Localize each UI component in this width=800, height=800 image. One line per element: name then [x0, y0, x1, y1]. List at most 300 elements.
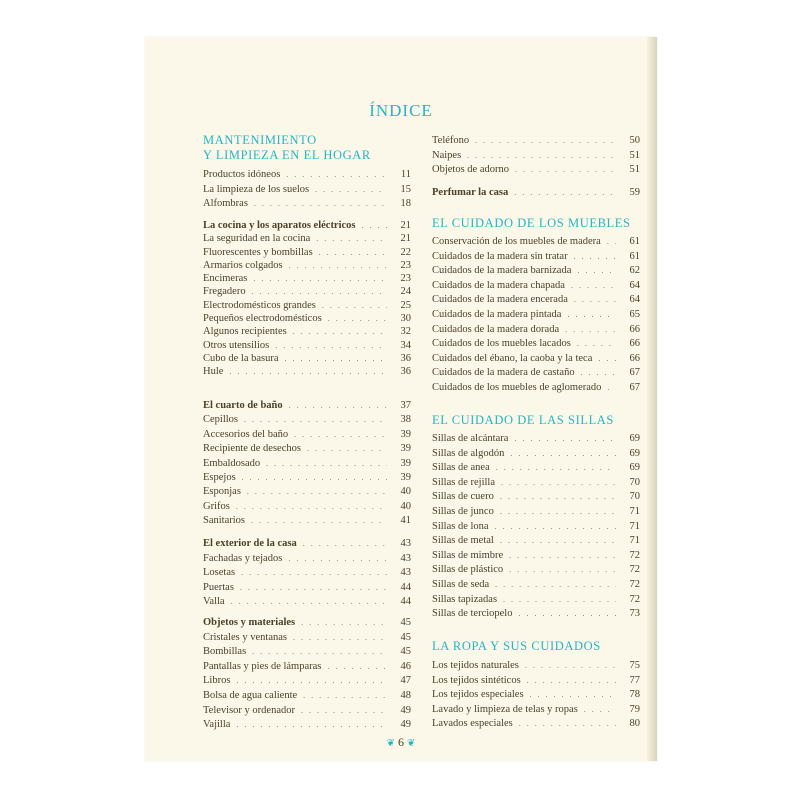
toc-entry [203, 429, 411, 443]
toc-entry-title: Cristales y ventanas [203, 631, 287, 643]
toc-entry [203, 596, 411, 611]
dot-leader [577, 266, 616, 275]
toc-entry [203, 501, 411, 515]
toc-entry-page: 49 [400, 719, 411, 731]
toc-entry [203, 326, 411, 339]
toc-entry [432, 564, 640, 579]
toc-entry [203, 400, 411, 414]
dot-leader [240, 583, 387, 592]
toc-entry-title: Sillas de rejilla [432, 476, 495, 488]
toc-entry-page: 36 [400, 366, 411, 378]
toc-entry-page: 59 [629, 187, 640, 198]
section-heading: EL CUIDADO DE LOS MUEBLES [432, 216, 631, 230]
toc-entry-page: 18 [400, 198, 411, 209]
toc-entry-title: Sillas de junco [432, 505, 494, 517]
toc-entry-title: Embaldosado [203, 457, 261, 469]
dot-leader [509, 565, 616, 574]
toc-entry-page: 47 [400, 675, 411, 687]
toc-entry-page: 39 [400, 443, 411, 455]
toc-entry [203, 567, 411, 582]
dot-leader [301, 706, 387, 715]
dot-leader [500, 507, 616, 516]
toc-group [432, 216, 640, 397]
toc-entry [203, 313, 411, 326]
toc-entry-page: 45 [400, 631, 411, 643]
dot-leader [527, 676, 616, 685]
toc-entry-page: 44 [400, 596, 411, 608]
toc-entry-title: Sillas de metal [432, 535, 494, 547]
dot-leader [598, 354, 616, 363]
toc-entry-title: Fregadero [203, 286, 246, 298]
toc-entry-page: 71 [629, 535, 640, 547]
dot-leader [567, 310, 616, 319]
toc-entry [432, 718, 640, 733]
dot-leader [251, 516, 387, 525]
dot-leader [294, 430, 387, 439]
book-page [145, 37, 657, 761]
toc-entry-title: Alfombras [203, 198, 248, 209]
dot-leader [316, 234, 387, 243]
dot-leader [252, 647, 387, 656]
toc-entry [203, 553, 411, 568]
toc-entry [203, 184, 411, 199]
toc-entry-page: 64 [629, 294, 640, 306]
toc-entry-page: 70 [629, 491, 640, 503]
page-number [145, 735, 657, 750]
toc-entry-title: La limpieza de los suelos [203, 183, 310, 195]
dot-leader [307, 444, 387, 453]
dot-leader [495, 580, 616, 589]
dot-leader [496, 463, 616, 472]
toc-entry [203, 169, 411, 184]
dot-leader [252, 287, 387, 296]
toc-entry [432, 660, 640, 675]
section-heading-line: Y LIMPIEZA EN EL HOGAR [203, 148, 371, 162]
toc-entry-page: 39 [400, 457, 411, 469]
toc-entry [432, 353, 640, 368]
toc-entry [432, 579, 640, 594]
toc-entry-title: Valla [203, 596, 225, 608]
toc-entry-title: Bolsa de agua caliente [203, 689, 298, 701]
toc-entry-title: Sillas de seda [432, 578, 490, 590]
toc-entry-page: 80 [629, 718, 640, 730]
toc-entry-title: Sillas de anea [432, 462, 490, 474]
ornament-icon: ❦ [386, 738, 395, 749]
toc-entry-title: Lavados especiales [432, 718, 513, 730]
toc-entry [203, 719, 411, 734]
dot-leader [289, 401, 387, 410]
toc-entry [203, 414, 411, 428]
toc-entry [203, 443, 411, 457]
toc-entry-page: 44 [400, 581, 411, 593]
toc-entry-title: Productos idóneos [203, 169, 281, 180]
toc-group [203, 169, 411, 213]
toc-entry-page: 79 [629, 703, 640, 715]
dot-leader [247, 487, 387, 496]
dot-leader [577, 339, 616, 348]
toc-entry [203, 646, 411, 661]
toc-group [203, 538, 411, 611]
dot-leader [322, 301, 387, 310]
toc-entry [203, 458, 411, 472]
toc-entry-page: 49 [400, 704, 411, 716]
toc-entry-page: 41 [400, 515, 411, 527]
toc-entry [432, 367, 640, 382]
toc-entry-title: Cuidados de la madera barnizada [432, 265, 572, 277]
toc-entry [203, 300, 411, 313]
toc-entry-title: Sillas de algodón [432, 447, 505, 459]
toc-entry [432, 324, 640, 339]
toc-entry-title: Los tejidos sintéticos [432, 674, 521, 686]
toc-entry-title: Algunos recipientes [203, 326, 287, 338]
toc-entry-title: Cuidados de la madera sin tratar [432, 250, 568, 262]
toc-entry-page: 61 [629, 250, 640, 262]
toc-entry [203, 486, 411, 500]
toc-entry-title: Sillas de cuero [432, 491, 494, 503]
dot-leader [607, 383, 616, 392]
toc-entry-title: Losetas [203, 567, 236, 579]
toc-group [432, 639, 640, 733]
dot-leader [509, 551, 616, 560]
toc-entry-title: Cuidados del ébano, la caoba y la teca [432, 352, 593, 364]
dot-leader [327, 662, 387, 671]
toc-entry-page: 61 [629, 236, 640, 247]
toc-entry-title: Sillas de lona [432, 520, 489, 532]
toc-entry-page: 40 [400, 500, 411, 512]
toc-entry-page: 71 [629, 505, 640, 517]
dot-leader [500, 536, 616, 545]
toc-entry-title: Perfumar la casa [432, 187, 509, 198]
dot-leader [475, 136, 616, 145]
dot-leader [584, 705, 616, 714]
toc-entry-page: 71 [629, 520, 640, 532]
toc-group [203, 220, 411, 380]
toc-entry-page: 72 [629, 593, 640, 605]
toc-entry [203, 286, 411, 299]
dot-leader [519, 719, 616, 728]
toc-entry-page: 40 [400, 486, 411, 498]
toc-entry [203, 690, 411, 705]
toc-entry-page: 39 [400, 471, 411, 483]
dot-leader [565, 325, 616, 334]
toc-entry [432, 689, 640, 704]
toc-entry [203, 198, 411, 213]
toc-entry [432, 164, 640, 179]
dot-leader [285, 354, 387, 363]
dot-leader [236, 720, 387, 729]
toc-entry-title: Los tejidos especiales [432, 689, 524, 701]
toc-entry [203, 366, 411, 379]
dot-leader [293, 327, 387, 336]
page-spine-shadow [647, 37, 657, 761]
toc-group [432, 187, 640, 202]
dot-leader [254, 199, 387, 208]
toc-entry [203, 632, 411, 647]
toc-entry-title: Cubo de la basura [203, 352, 279, 364]
dot-leader [244, 415, 387, 424]
toc-entry-page: 69 [629, 447, 640, 459]
dot-leader [574, 295, 616, 304]
dot-leader [501, 478, 616, 487]
toc-group [203, 617, 411, 734]
toc-entry-page: 23 [400, 259, 411, 271]
toc-entry [432, 594, 640, 609]
toc-entry [203, 472, 411, 486]
toc-entry-page: 77 [629, 674, 640, 686]
dot-leader [236, 502, 387, 511]
dot-leader [293, 633, 387, 642]
toc-entry-page: 21 [400, 233, 411, 245]
toc-entry-page: 51 [629, 149, 640, 161]
section-heading: EL CUIDADO DE LAS SILLAS [432, 413, 614, 427]
toc-entry-page: 78 [629, 689, 640, 701]
toc-entry-title: Accesorios del baño [203, 428, 289, 440]
toc-entry-title: Vajilla [203, 719, 231, 731]
toc-entry-page: 15 [400, 183, 411, 195]
toc-entry-title: Teléfono [432, 135, 470, 146]
dot-leader [231, 597, 387, 606]
toc-entry-title: Pequeños electrodomésticos [203, 313, 322, 325]
ornament-icon: ❦ [407, 738, 416, 749]
dot-leader [286, 170, 387, 179]
toc-entry [432, 251, 640, 266]
toc-entry [203, 582, 411, 597]
dot-leader [503, 595, 616, 604]
toc-entry-title: El cuarto de baño [203, 400, 283, 411]
section-heading-line: MANTENIMIENTO [203, 133, 317, 147]
toc-entry [203, 705, 411, 720]
dot-leader [288, 554, 387, 563]
toc-entry [432, 294, 640, 309]
dot-leader [514, 434, 616, 443]
toc-entry [432, 550, 640, 565]
toc-entry-page: 51 [629, 164, 640, 176]
toc-entry-page: 72 [629, 564, 640, 576]
toc-entry-page: 48 [400, 689, 411, 701]
toc-entry [432, 704, 640, 719]
toc-entry [432, 382, 640, 397]
dot-leader [241, 568, 387, 577]
toc-entry-title: Cepillos [203, 414, 239, 426]
dot-leader [515, 165, 616, 174]
dot-leader [229, 367, 387, 376]
toc-entry-page: 70 [629, 476, 640, 488]
dot-leader [303, 539, 387, 548]
toc-entry [432, 491, 640, 506]
dot-leader [242, 473, 387, 482]
toc-entry [203, 617, 411, 632]
dot-leader [319, 248, 387, 257]
toc-entry-title: Libros [203, 675, 231, 687]
toc-entry-page: 45 [400, 646, 411, 658]
page-title: ÍNDICE [369, 101, 433, 120]
toc-entry [203, 247, 411, 260]
toc-entry-page: 46 [400, 660, 411, 672]
toc-entry-title: Esponjas [203, 486, 241, 498]
toc-entry-page: 43 [400, 538, 411, 549]
toc-entry-page: 11 [400, 169, 411, 180]
toc-entry-title: El exterior de la casa [203, 538, 297, 549]
toc-entry-title: Espejos [203, 471, 236, 483]
toc-entry-title: Objetos de adorno [432, 164, 509, 176]
toc-entry-page: 64 [629, 279, 640, 291]
toc-entry [432, 150, 640, 165]
toc-entry-page: 65 [629, 308, 640, 320]
toc-entry-title: Cuidados de la madera pintada [432, 308, 562, 320]
dot-leader [571, 281, 616, 290]
toc-entry [432, 309, 640, 324]
toc-entry [432, 462, 640, 477]
toc-entry [432, 535, 640, 550]
toc-entry-title: Conservación de los muebles de madera [432, 236, 601, 247]
dot-leader [607, 237, 616, 246]
dot-leader [236, 676, 387, 685]
dot-leader [303, 691, 387, 700]
toc-entry-page: 66 [629, 338, 640, 350]
toc-entry-page: 23 [400, 273, 411, 285]
toc-entry-page: 73 [629, 608, 640, 620]
toc-entry-title: Lavado y limpieza de telas y ropas [432, 703, 578, 715]
toc-entry-title: Cuidados de la madera chapada [432, 279, 565, 291]
toc-entry-page: 43 [400, 552, 411, 564]
toc-entry [203, 538, 411, 553]
toc-entry [432, 236, 640, 251]
dot-leader [500, 492, 616, 501]
section-heading-mantenimiento [203, 133, 411, 163]
toc-entry-title: Cuidados de la madera dorada [432, 323, 560, 335]
dot-leader [495, 522, 616, 531]
toc-entry-page: 30 [400, 313, 411, 325]
dot-leader [525, 661, 616, 670]
toc-entry [432, 338, 640, 353]
toc-entry-page: 66 [629, 352, 640, 364]
toc-entry-title: Sillas de plástico [432, 564, 504, 576]
dot-leader [315, 185, 387, 194]
toc-entry-page: 72 [629, 578, 640, 590]
toc-entry-page: 38 [400, 414, 411, 426]
dot-leader [514, 188, 616, 197]
dot-leader [275, 341, 387, 350]
toc-entry [432, 477, 640, 492]
toc-entry-title: Cuidados de los muebles lacados [432, 338, 571, 350]
dot-leader [510, 449, 616, 458]
toc-entry-title: Cuidados de la madera de castaño [432, 367, 575, 379]
toc-entry-page: 67 [629, 367, 640, 379]
toc-entry-title: Recipiente de desechos [203, 443, 301, 455]
dot-leader [253, 274, 387, 283]
toc-entry-page: 67 [629, 381, 640, 393]
toc-entry [203, 233, 411, 246]
toc-entry-title: Sillas de mimbre [432, 549, 504, 561]
toc-entry [203, 260, 411, 273]
page-number-text: 6 [398, 735, 404, 749]
toc-entry [203, 661, 411, 676]
toc-entry-page: 22 [400, 246, 411, 258]
toc-entry-page: 62 [629, 265, 640, 277]
toc-entry [432, 675, 640, 690]
toc-entry-title: La cocina y los aparatos eléctricos [203, 220, 356, 231]
toc-entry-title: Cuidados de la madera encerada [432, 294, 568, 306]
toc-entry-page: 21 [400, 220, 411, 231]
toc-entry-title: Hule [203, 366, 224, 378]
toc-entry [432, 521, 640, 536]
dot-leader [289, 261, 387, 270]
toc-entry-page: 50 [629, 135, 640, 146]
toc-group [432, 413, 640, 623]
toc-entry-page: 43 [400, 567, 411, 579]
toc-entry-title: Armarios colgados [203, 259, 283, 271]
toc-entry [432, 448, 640, 463]
dot-leader [574, 252, 616, 261]
dot-leader [266, 459, 387, 468]
dot-leader [530, 690, 616, 699]
toc-entry-title: Sanitarios [203, 515, 245, 527]
toc-entry-page: 34 [400, 339, 411, 351]
dot-leader [301, 618, 387, 627]
toc-entry [432, 506, 640, 521]
toc-entry [203, 340, 411, 353]
toc-entry [203, 220, 411, 233]
toc-entry-page: 24 [400, 286, 411, 298]
toc-entry [432, 265, 640, 280]
dot-leader [518, 609, 616, 618]
dot-leader [362, 221, 387, 230]
dot-leader [328, 314, 387, 323]
dot-leader [581, 368, 616, 377]
dot-leader [467, 151, 616, 160]
toc-entry [432, 135, 640, 150]
toc-entry-page: 39 [400, 428, 411, 440]
toc-group [432, 135, 640, 179]
toc-entry-title: Grifos [203, 500, 230, 512]
toc-entry [432, 187, 640, 202]
toc-entry-page: 69 [629, 433, 640, 444]
toc-entry-title: Fachadas y tejados [203, 552, 283, 564]
toc-entry-title: Pantallas y pies de lámparas [203, 660, 322, 672]
toc-entry [432, 433, 640, 448]
toc-entry [432, 608, 640, 623]
toc-entry [203, 273, 411, 286]
toc-entry-title: Fluorescentes y bombillas [203, 246, 313, 258]
toc-entry-title: Naipes [432, 149, 462, 161]
toc-entry-title: Los tejidos naturales [432, 660, 519, 671]
toc-entry-title: Objetos y materiales [203, 617, 296, 628]
toc-entry-title: Sillas de alcántara [432, 433, 509, 444]
toc-entry [432, 280, 640, 295]
section-heading: LA ROPA Y SUS CUIDADOS [432, 639, 601, 653]
toc-entry-title: Bombillas [203, 646, 247, 658]
toc-entry-page: 32 [400, 326, 411, 338]
toc-entry-page: 72 [629, 549, 640, 561]
toc-entry-title: La seguridad en la cocina [203, 233, 311, 245]
toc-entry [203, 675, 411, 690]
toc-entry-page: 45 [400, 617, 411, 628]
toc-group [203, 400, 411, 530]
toc-entry-title: Otros utensilios [203, 339, 270, 351]
toc-entry-title: Cuidados de los muebles de aglomerado [432, 381, 602, 393]
toc-entry-page: 25 [400, 299, 411, 311]
toc-entry-page: 66 [629, 323, 640, 335]
toc-entry-title: Sillas tapizadas [432, 593, 498, 605]
toc-entry-page: 36 [400, 352, 411, 364]
toc-entry [203, 515, 411, 529]
toc-entry-title: Puertas [203, 581, 234, 593]
toc-entry-page: 37 [400, 400, 411, 411]
toc-entry-page: 69 [629, 462, 640, 474]
toc-entry-title: Electrodomésticos grandes [203, 299, 316, 311]
toc-entry-title: Encimeras [203, 273, 248, 285]
toc-entry-page: 75 [629, 660, 640, 671]
